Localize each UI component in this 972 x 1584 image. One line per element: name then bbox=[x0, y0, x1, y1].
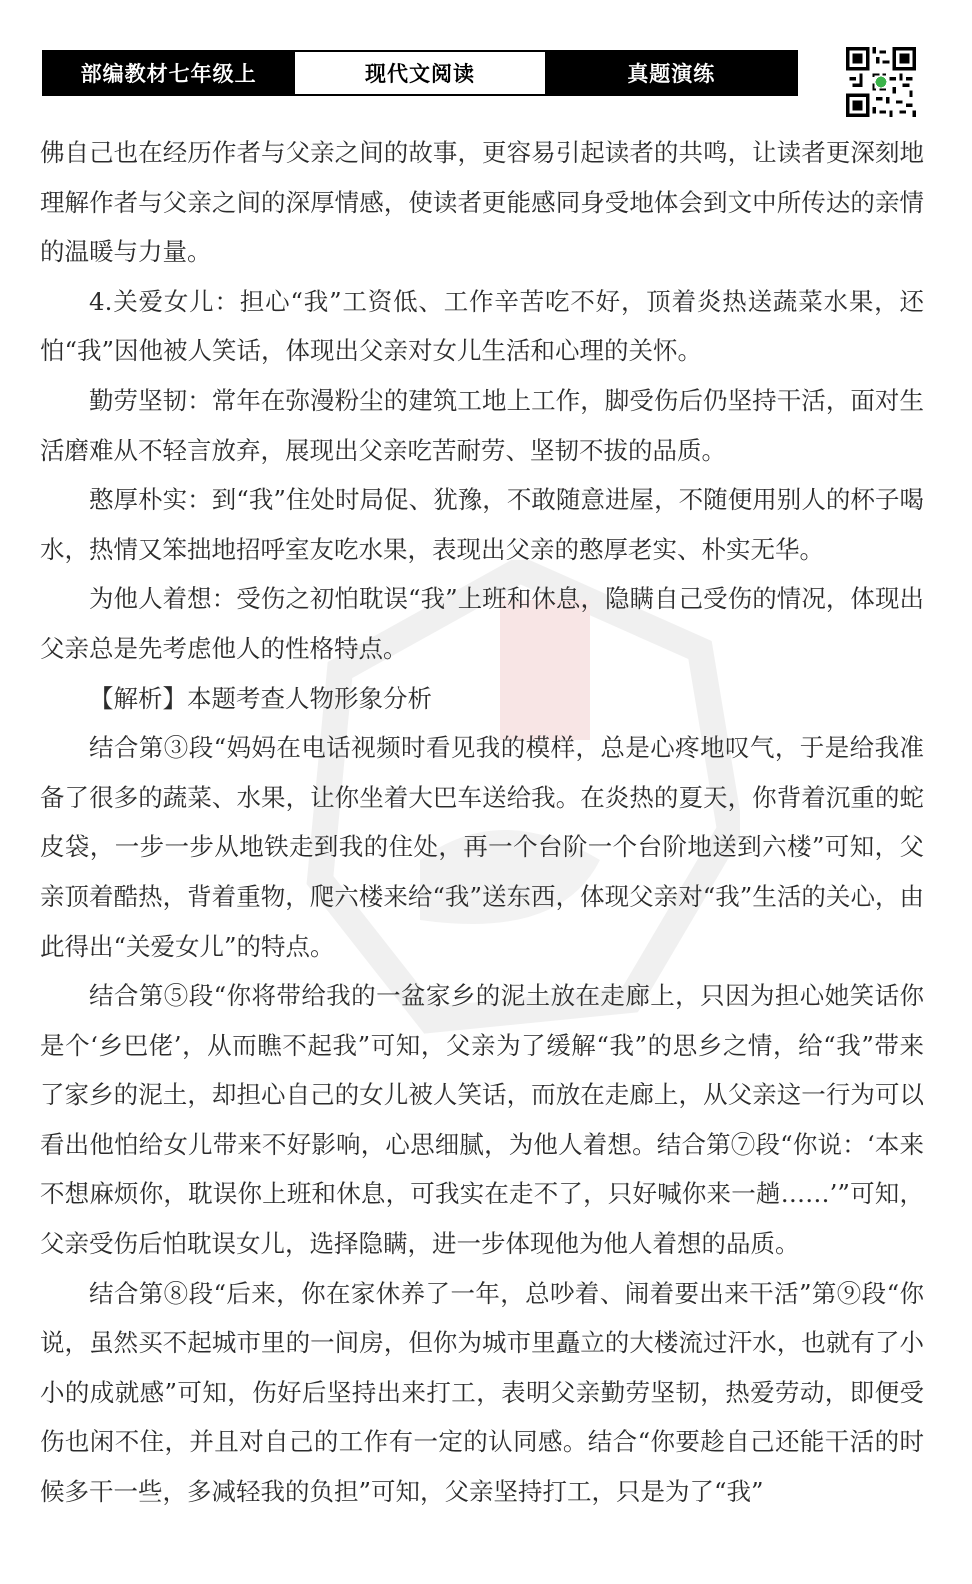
qr-code-icon bbox=[846, 47, 916, 117]
header-grade-label: 部编教材七年级上 bbox=[44, 52, 293, 94]
paragraph-analysis-8-9: 结合第⑧段“后来，你在家休养了一年，总吵着、闹着要出来干活”第⑨段“你说，虽然买不起城市里的一间房，但你为城市里矗立的大楼流过汗水，也就有了小小的成就感”可知，伤好后坚持出来打工，表明父亲勤劳坚韧，热爱劳动，即便受伤也闲不住，并且对自己的工作有一定的认同感。结合“你要趁自己还能干活的时候多干一些，多减轻我的负担”可知，父亲坚持打工，只是为了“我” bbox=[40, 1278, 924, 1507]
paragraph-analysis-3: 结合第③段“妈妈在电话视频时看见我的模样，总是心疼地叹气，于是给我准备了很多的蔬菜、水果，让你坐着大巴车送给我。在炎热的夏天，你背着沉重的蛇皮袋，一步一步从地铁走到我的住处，再一个台阶一个台阶地送到六楼”可知，父亲顶着酷热，背着重物，爬六楼来给“我”送东西，体现父亲对“我”生活的关心，由此得出“关爱女儿”的特点。 bbox=[40, 733, 924, 961]
paragraph-continuation: 佛自己也在经历作者与父亲之间的故事，更容易引起读者的共鸣，让读者更深刻地理解作者与父亲之间的深厚情感，使读者更能感同身受地体会到文中所传达的亲情的温暖与力量。 bbox=[40, 138, 924, 267]
paragraph-considerate: 为他人着想：受伤之初怕耽误“我”上班和休息，隐瞒自己受伤的情况，体现出父亲总是先考虑他人的性格特点。 bbox=[40, 584, 924, 663]
paragraph-honest: 憨厚朴实：到“我”住处时局促、犹豫，不敢随意进屋，不随便用别人的杯子喝水，热情又笨拙地招呼室友吃水果，表现出父亲的憨厚老实、朴实无华。 bbox=[40, 485, 924, 564]
analysis-heading: 【解析】本题考查人物形象分析 bbox=[89, 683, 432, 713]
paragraph-answer-4: 4.关爱女儿：担心“我”工资低、工作辛苦吃不好，顶着炎热送蔬菜水果，还怕“我”因他被人笑话，体现出父亲对女儿生活和心理的关怀。 bbox=[40, 286, 924, 366]
header-bar bbox=[42, 50, 798, 96]
paragraph-analysis-5-7: 结合第⑤段“你将带给我的一盆家乡的泥土放在走廊上，只因为担心她笑话你是个‘乡巴佬’，从而瞧不起我”可知，父亲为了缓解“我”的思乡之情，给“我”带来了家乡的泥土，却担心自己的女儿被人笑话，而放在走廊上，从父亲这一行为可以看出他怕给女儿带来不好影响，心思细腻，为他人着想。结合第⑦段“你说：‘本来不想麻烦你，耽误你上班和休息，可我实在走不了，只好喊你来一趟……’”可知，父亲受伤后怕耽误女儿，选择隐瞒，进一步体现他为他人着想的品质。 bbox=[40, 981, 924, 1259]
answer-content bbox=[40, 128, 924, 1517]
paragraph-diligent: 勤劳坚韧：常年在弥漫粉尘的建筑工地上工作，脚受伤后仍坚持干活，面对生活磨难从不轻言放弃，展现出父亲吃苦耐劳、坚韧不拔的品质。 bbox=[40, 385, 924, 465]
header-section-label: 现代文阅读 bbox=[293, 52, 546, 94]
header-practice-label: 真题演练 bbox=[547, 52, 796, 94]
